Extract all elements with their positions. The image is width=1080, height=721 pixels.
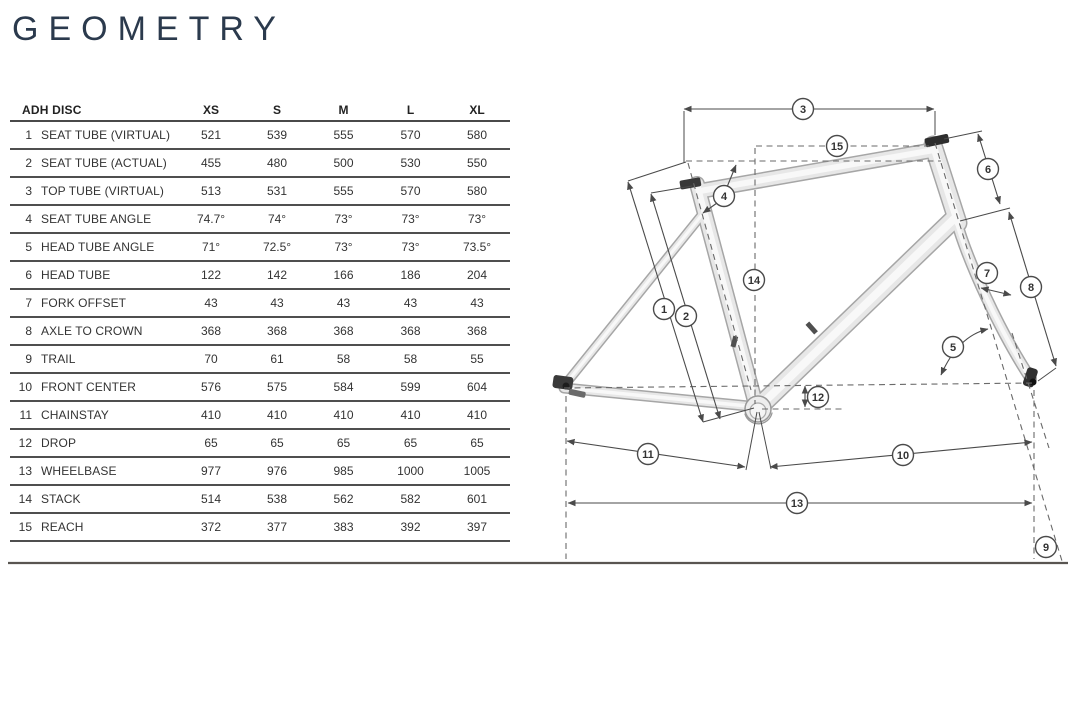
- row-value: 976: [244, 457, 310, 485]
- row-number: 15: [10, 513, 34, 541]
- row-label: STACK: [34, 485, 178, 513]
- bottom-bracket: [745, 396, 772, 424]
- callout-11: [638, 444, 659, 465]
- callout-15: [827, 136, 848, 157]
- row-value: 397: [444, 513, 510, 541]
- row-value: 513: [178, 177, 244, 205]
- row-value: 410: [310, 401, 377, 429]
- callout-number: 9: [1042, 542, 1050, 554]
- row-value: 65: [178, 429, 244, 457]
- row-value: 410: [444, 401, 510, 429]
- callout-13: [787, 493, 808, 514]
- row-value: 43: [244, 289, 310, 317]
- row-label: DROP: [34, 429, 178, 457]
- row-value: 555: [310, 121, 377, 149]
- callout-number: 5: [949, 342, 957, 354]
- row-number: 3: [10, 177, 34, 205]
- row-value: 599: [377, 373, 444, 401]
- row-number: 11: [10, 401, 34, 429]
- row-value: 392: [377, 513, 444, 541]
- row-value: 166: [310, 261, 377, 289]
- row-value: 73°: [310, 233, 377, 261]
- callout-1: [654, 299, 675, 320]
- row-value: 521: [178, 121, 244, 149]
- bottle-boss-down-tube: [805, 322, 817, 335]
- row-value: 555: [310, 177, 377, 205]
- row-value: 500: [310, 149, 377, 177]
- row-value: 372: [178, 513, 244, 541]
- bike-frame: [552, 134, 1038, 424]
- callout-14: [744, 270, 765, 291]
- callout-3: [793, 99, 814, 120]
- row-value: 580: [444, 177, 510, 205]
- row-number: 1: [10, 121, 34, 149]
- row-value: 204: [444, 261, 510, 289]
- row-number: 8: [10, 317, 34, 345]
- row-number: 7: [10, 289, 34, 317]
- row-value: 601: [444, 485, 510, 513]
- callout-8: [1021, 277, 1042, 298]
- row-value: 377: [244, 513, 310, 541]
- row-value: 383: [310, 513, 377, 541]
- row-value: 576: [178, 373, 244, 401]
- row-value: 410: [244, 401, 310, 429]
- callout-7: [977, 263, 998, 284]
- callout-number: 11: [642, 449, 654, 461]
- row-value: 43: [444, 289, 510, 317]
- row-value: 538: [244, 485, 310, 513]
- row-value: 65: [377, 429, 444, 457]
- row-label: SEAT TUBE (VIRTUAL): [34, 121, 178, 149]
- model-name-header: ADH DISC: [10, 99, 178, 121]
- row-value: 43: [377, 289, 444, 317]
- row-value: 550: [444, 149, 510, 177]
- row-label: WHEELBASE: [34, 457, 178, 485]
- row-value: 985: [310, 457, 377, 485]
- row-value: 65: [310, 429, 377, 457]
- row-value: 73°: [310, 205, 377, 233]
- row-value: 539: [244, 121, 310, 149]
- row-number: 12: [10, 429, 34, 457]
- row-number: 6: [10, 261, 34, 289]
- callout-number: 6: [984, 164, 992, 176]
- size-header-l: L: [377, 99, 444, 121]
- row-value: 186: [377, 261, 444, 289]
- size-header-s: S: [244, 99, 310, 121]
- row-value: 580: [444, 121, 510, 149]
- callout-10: [893, 445, 914, 466]
- row-number: 10: [10, 373, 34, 401]
- callout-number: 13: [790, 498, 804, 510]
- row-value: 584: [310, 373, 377, 401]
- row-number: 5: [10, 233, 34, 261]
- row-value: 410: [178, 401, 244, 429]
- row-value: 1005: [444, 457, 510, 485]
- row-label: CHAINSTAY: [34, 401, 178, 429]
- row-number: 4: [10, 205, 34, 233]
- row-label: TOP TUBE (VIRTUAL): [34, 177, 178, 205]
- callout-number: 15: [830, 141, 844, 153]
- row-label: HEAD TUBE ANGLE: [34, 233, 178, 261]
- callout-5: [943, 337, 964, 358]
- callout-number: 7: [983, 268, 991, 280]
- callout-number: 8: [1027, 282, 1035, 294]
- size-header-xs: XS: [178, 99, 244, 121]
- row-number: 13: [10, 457, 34, 485]
- row-value: 43: [310, 289, 377, 317]
- row-value: 368: [310, 317, 377, 345]
- row-value: 570: [377, 121, 444, 149]
- row-value: 582: [377, 485, 444, 513]
- row-value: 71°: [178, 233, 244, 261]
- row-value: 122: [178, 261, 244, 289]
- row-value: 570: [377, 177, 444, 205]
- row-value: 480: [244, 149, 310, 177]
- row-number: 14: [10, 485, 34, 513]
- row-label: AXLE TO CROWN: [34, 317, 178, 345]
- callout-6: [978, 159, 999, 180]
- callout-number: 4: [720, 191, 728, 203]
- callout-number: 12: [811, 392, 825, 404]
- row-value: 65: [444, 429, 510, 457]
- size-header-xl: XL: [444, 99, 510, 121]
- callout-number: 3: [799, 104, 807, 116]
- row-number: 2: [10, 149, 34, 177]
- row-value: 562: [310, 485, 377, 513]
- row-value: 65: [244, 429, 310, 457]
- row-value: 531: [244, 177, 310, 205]
- rear-dropout: [552, 375, 574, 391]
- row-value: 142: [244, 261, 310, 289]
- row-value: 73°: [444, 205, 510, 233]
- row-value: 604: [444, 373, 510, 401]
- row-value: 368: [178, 317, 244, 345]
- callout-number: 2: [682, 311, 690, 323]
- callout-4: [714, 186, 735, 207]
- row-value: 455: [178, 149, 244, 177]
- row-label: TRAIL: [34, 345, 178, 373]
- row-value: 55: [444, 345, 510, 373]
- row-value: 73°: [377, 205, 444, 233]
- row-value: 70: [178, 345, 244, 373]
- row-value: 58: [377, 345, 444, 373]
- page-title: GEOMETRY: [12, 10, 286, 48]
- row-label: FORK OFFSET: [34, 289, 178, 317]
- row-value: 410: [377, 401, 444, 429]
- row-value: 73.5°: [444, 233, 510, 261]
- callout-number: 1: [660, 304, 668, 316]
- callout-9: [1036, 537, 1057, 558]
- row-value: 43: [178, 289, 244, 317]
- row-value: 977: [178, 457, 244, 485]
- row-value: 368: [244, 317, 310, 345]
- row-label: SEAT TUBE (ACTUAL): [34, 149, 178, 177]
- row-value: 575: [244, 373, 310, 401]
- row-value: 530: [377, 149, 444, 177]
- row-label: HEAD TUBE: [34, 261, 178, 289]
- row-value: 58: [310, 345, 377, 373]
- callout-12: [808, 387, 829, 408]
- row-value: 1000: [377, 457, 444, 485]
- callout-2: [676, 306, 697, 327]
- callout-number: 10: [896, 450, 910, 462]
- row-label: SEAT TUBE ANGLE: [34, 205, 178, 233]
- callout-number: 14: [747, 275, 761, 287]
- size-header-m: M: [310, 99, 377, 121]
- row-value: 74°: [244, 205, 310, 233]
- row-value: 74.7°: [178, 205, 244, 233]
- row-value: 368: [444, 317, 510, 345]
- row-value: 514: [178, 485, 244, 513]
- row-value: 368: [377, 317, 444, 345]
- row-value: 72.5°: [244, 233, 310, 261]
- row-label: FRONT CENTER: [34, 373, 178, 401]
- row-label: REACH: [34, 513, 178, 541]
- front-axle: [1030, 379, 1037, 386]
- row-value: 61: [244, 345, 310, 373]
- row-number: 9: [10, 345, 34, 373]
- row-value: 73°: [377, 233, 444, 261]
